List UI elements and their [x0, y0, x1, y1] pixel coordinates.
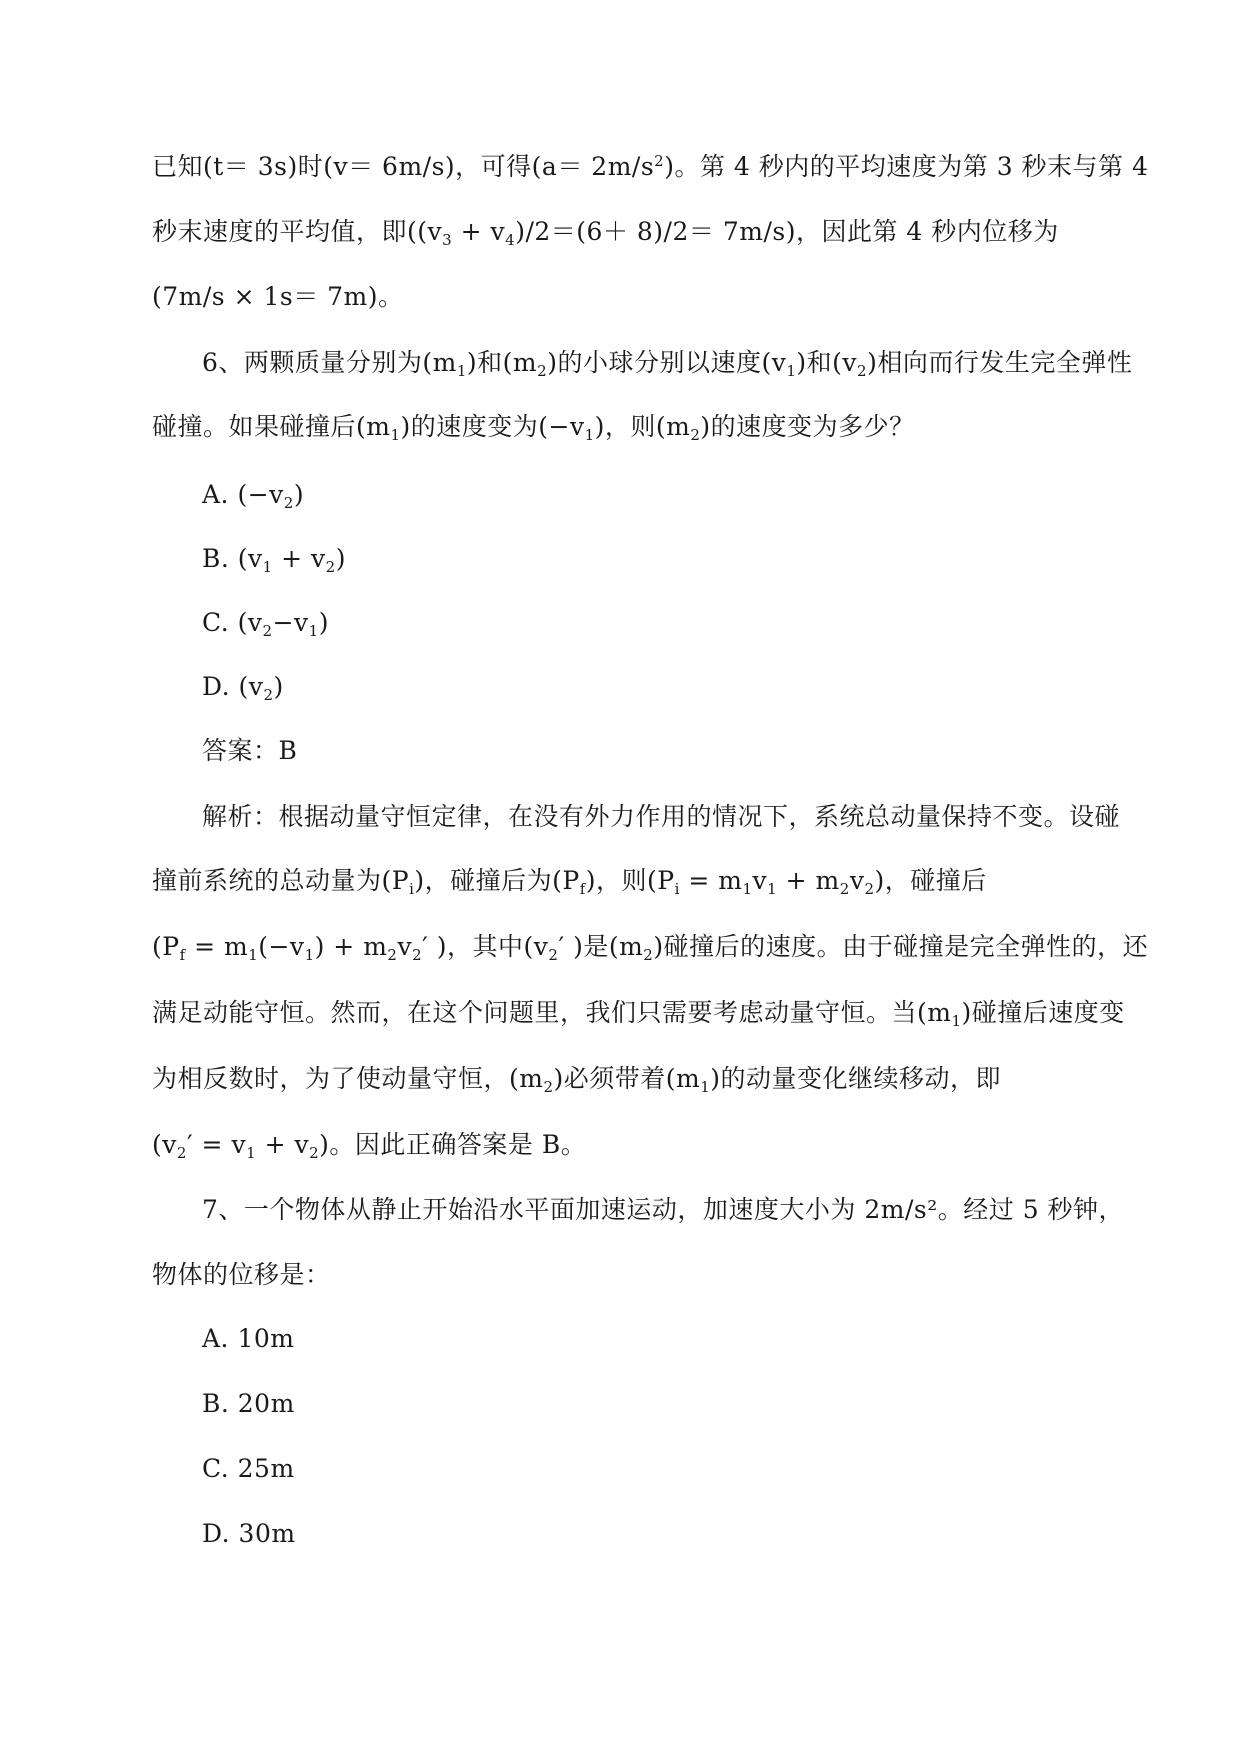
question-6-explanation-line-5: 为相反数时，为了使动量守恒，$(m_2)$必须带着$(m_1)$的动量变化继续移动，即	[152, 1064, 1002, 1096]
question-6-line-2: 碰撞。如果碰撞后$(m_1)$的速度变为$(-v_1)$，则$(m_2)$的速度变为多少？	[152, 412, 915, 444]
question-6-line-1: 6、两颗质量分别为$(m_1)$和$(m_2)$的小球分别以速度$(v_1)$和$(v_2)$相向而行发生完全弹性	[202, 348, 1133, 380]
question-7-line-2: 物体的位移是：	[152, 1260, 331, 1289]
question-7-option-d: D. 30m	[202, 1519, 296, 1548]
solution-line-1: 已知(t＝ 3s)时(v＝ 6m/s)，可得$(a= 2m/s^2)$。第 4 秒内的平均速度为第 3 秒末与第 4	[152, 152, 1149, 181]
question-7-option-b: B. 20m	[202, 1389, 295, 1418]
question-6-explanation-line-2: 撞前系统的总动量为$(P_i)$，碰撞后为$(P_f)$，则$(P_i = m_1v_1 + m_2v_2)$，碰撞后	[152, 866, 987, 898]
solution-line-3: (7m/s × 1s＝ 7m)。	[152, 282, 404, 311]
question-6-explanation-line-6: $(v_2' = v_1 + v_2)$。因此正确答案是 B。	[152, 1130, 587, 1162]
question-7-option-c: C. 25m	[202, 1454, 295, 1483]
question-7-option-a: A. 10m	[202, 1324, 295, 1353]
question-6-explanation-line-4: 满足动能守恒。然而，在这个问题里，我们只需要考虑动量守恒。当$(m_1)$碰撞后速度变	[152, 998, 1125, 1030]
question-6-explanation-line-1: 解析：根据动量守恒定律，在没有外力作用的情况下，系统总动量保持不变。设碰	[202, 802, 1121, 831]
solution-line-2: 秒末速度的平均值，即$((v_3 + v_4)/2=(6+ 8)/2= 7m/s)$，因此第 4 秒内位移为	[152, 217, 1059, 249]
question-6-option-a: A. $(-v_2)$	[202, 480, 305, 512]
question-6-option-b: B. $(v_1 + v_2)$	[202, 544, 346, 576]
question-6-explanation-line-3: ($P_f = m_1(-v_1) + m_2v_2'$ )，其中($v_2'$ )是$(m_2)$碰撞后的速度。由于碰撞是完全弹性的，还	[152, 932, 1149, 964]
question-6-option-d: D. $(v_2)$	[202, 672, 284, 704]
question-6-answer: 答案：B	[202, 736, 298, 765]
question-6-option-c: C. $(v_2-v_1)$	[202, 608, 329, 640]
question-7-line-1: 7、一个物体从静止开始沿水平面加速运动，加速度大小为 2m/s²。经过 5 秒钟，	[202, 1195, 1125, 1224]
